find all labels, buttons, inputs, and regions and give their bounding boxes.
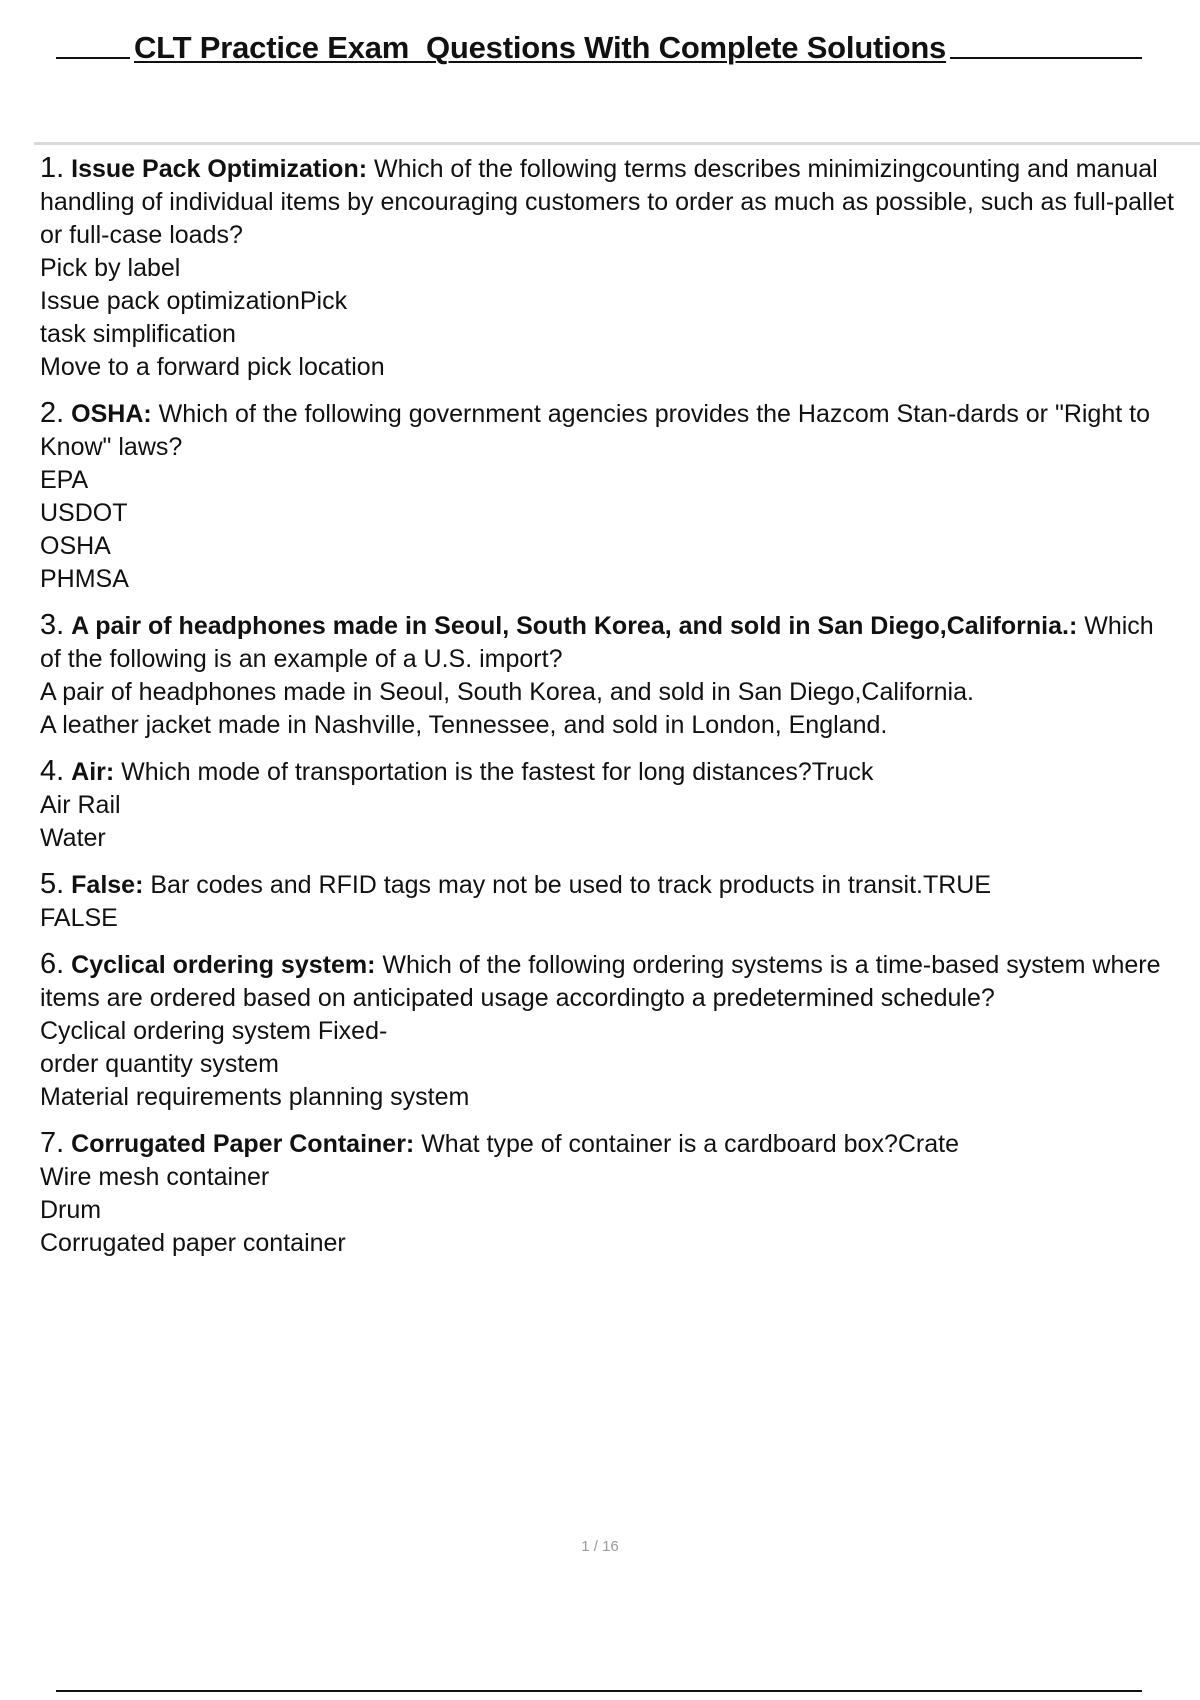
- question-1: [40, 152, 1180, 384]
- answer-option: Wire mesh container: [40, 1163, 270, 1191]
- question-number: 7.: [40, 1127, 65, 1159]
- question-prompt: Which of the following terms describes minimizingcounting and manual handling of individual items by encouraging customers to order as much as possible, such as full-pallet or full-case loads?: [40, 155, 1174, 249]
- question-number: 5.: [40, 868, 65, 900]
- question-prompt: What type of container is a cardboard box?Crate: [421, 1130, 959, 1158]
- question-2: [40, 397, 1180, 596]
- question-number: 3.: [40, 609, 65, 641]
- answer-option: Drum: [40, 1196, 102, 1224]
- question-answer: Issue Pack Optimization:: [71, 155, 368, 183]
- question-prompt: Which mode of transportation is the fastest for long distances?Truck: [121, 758, 874, 786]
- page-number: 1 / 16: [581, 1538, 619, 1555]
- question-6: [40, 948, 1180, 1114]
- question-3: [40, 609, 1180, 742]
- question-number: 6.: [40, 948, 65, 980]
- question-answer: OSHA:: [71, 400, 152, 428]
- answer-option: Cyclical ordering system Fixed-: [40, 1017, 388, 1045]
- top-divider: [34, 142, 1200, 145]
- answer-option: Air Rail: [40, 791, 121, 819]
- answer-option: task simplification: [40, 320, 236, 348]
- answer-option: Corrugated paper container: [40, 1229, 346, 1257]
- page-header: [56, 30, 1142, 76]
- page-title: CLT Practice Exam Questions With Complete Solutions: [130, 30, 950, 66]
- answer-option: Pick by label: [40, 254, 181, 282]
- question-prompt: Which of the following government agencies provides the Hazcom Stan-dards or "Right to Know" laws?: [40, 400, 1150, 461]
- answer-option: Move to a forward pick location: [40, 353, 385, 381]
- answer-option: OSHA: [40, 532, 111, 560]
- answer-option: FALSE: [40, 904, 118, 932]
- question-prompt: Which of the following is an example of a U.S. import?: [40, 612, 1154, 673]
- answer-option: Issue pack optimizationPick: [40, 287, 348, 315]
- answer-option: A leather jacket made in Nashville, Tennessee, and sold in London, England.: [40, 711, 888, 739]
- question-answer: Air:: [71, 758, 115, 786]
- question-7: [40, 1127, 1180, 1260]
- answer-option: PHMSA: [40, 565, 129, 593]
- question-answer: False:: [71, 871, 144, 899]
- question-prompt: Which of the following ordering systems is a time-based system where items are ordered based on anticipated usage accordingto a predetermined schedule?: [40, 951, 1161, 1012]
- question-4: [40, 755, 1180, 855]
- question-answer: Corrugated Paper Container:: [71, 1130, 415, 1158]
- question-number: 4.: [40, 755, 65, 787]
- question-number: 1.: [40, 152, 65, 184]
- question-prompt: Bar codes and RFID tags may not be used to track products in transit.TRUE: [150, 871, 992, 899]
- answer-option: Material requirements planning system: [40, 1083, 470, 1111]
- answer-option: order quantity system: [40, 1050, 279, 1078]
- answer-option: A pair of headphones made in Seoul, South Korea, and sold in San Diego,California.: [40, 678, 974, 706]
- question-5: [40, 868, 1180, 935]
- answer-option: Water: [40, 824, 106, 852]
- question-list: [40, 152, 1180, 1273]
- answer-option: EPA: [40, 466, 89, 494]
- question-number: 2.: [40, 397, 65, 429]
- question-answer: A pair of headphones made in Seoul, South Korea, and sold in San Diego,California.:: [71, 612, 1078, 640]
- answer-option: USDOT: [40, 499, 128, 527]
- bottom-rule: [56, 1690, 1142, 1692]
- question-answer: Cyclical ordering system:: [71, 951, 376, 979]
